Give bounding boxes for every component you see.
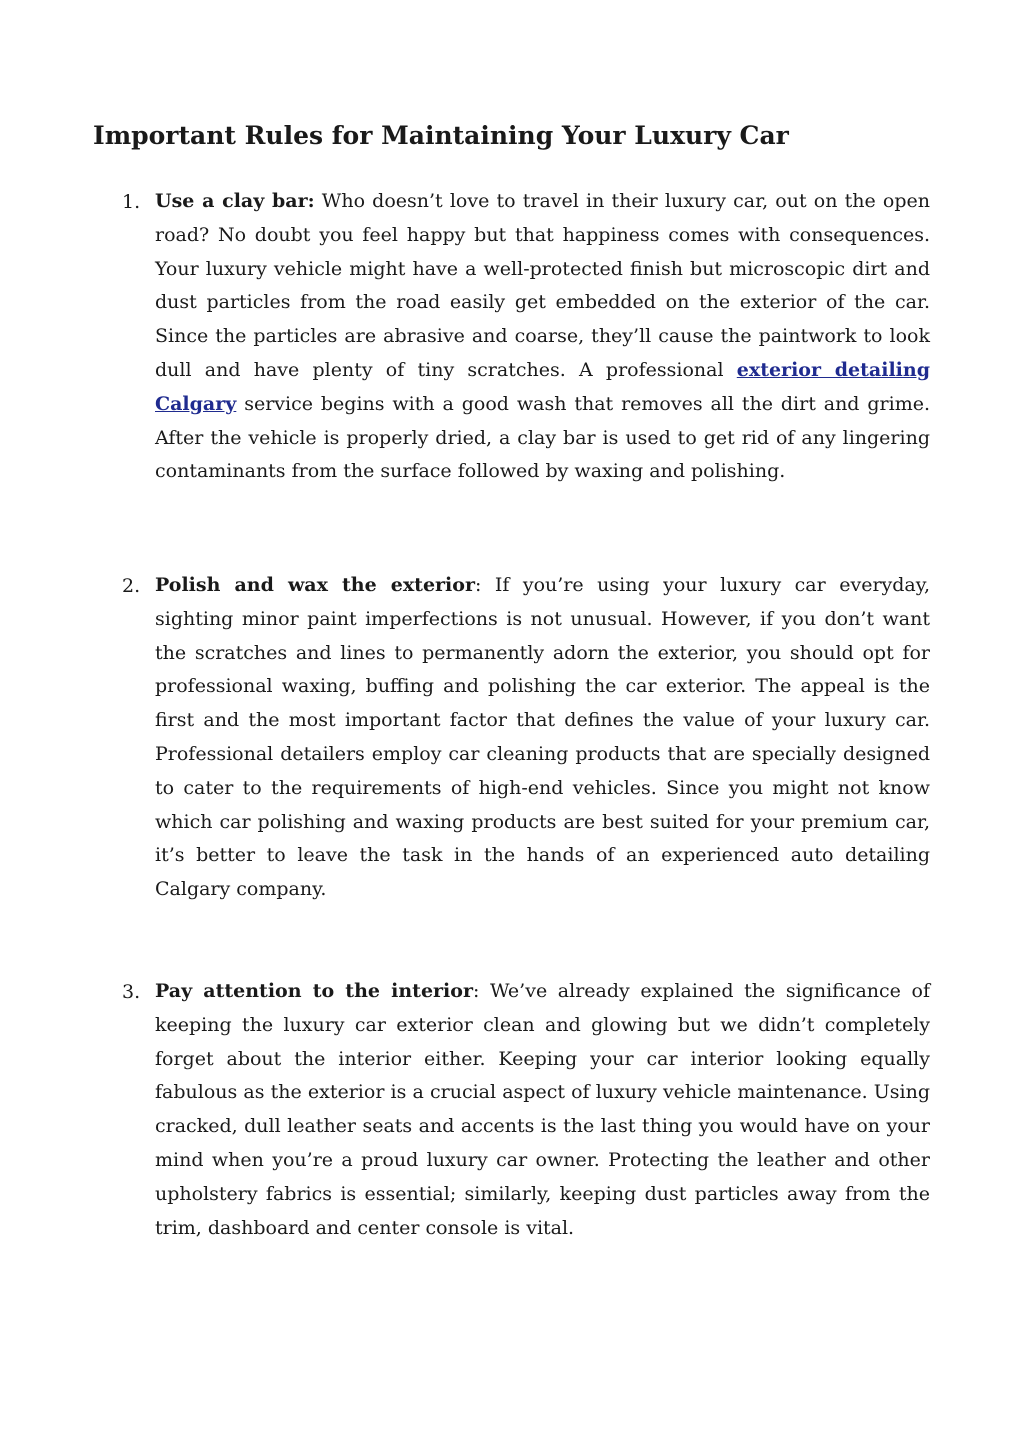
list-item-heading: Polish and wax the exterior: [155, 574, 475, 596]
list-item-text: : We’ve already explained the significance of keeping the luxury car exterior clean and glowing but we didn’t completely forget about the interior either. Keeping your car interior looking equally fabulous as the exterior is a crucial aspect of luxury vehicle maintenance. Using cracked, dull leather seats and accents is the last thing you would have on your mind when you’re a proud luxury car owner. Protecting the leather and other upholstery fabrics is essential; similarly, keeping dust particles away from the trim, dashboard and center console is vital.: [155, 980, 930, 1239]
exterior-detailing-calgary-link[interactable]: exterior detailing Calgary: [155, 358, 930, 415]
list-item-number: 3.: [122, 981, 141, 1003]
list-item-body: [155, 185, 930, 489]
list-item-heading: Pay attention to the interior: [155, 980, 473, 1002]
list-item-number: 2.: [122, 575, 141, 597]
list-item-number: 1.: [122, 191, 141, 213]
list-item-body: [155, 569, 930, 907]
list-item-text: : If you’re using your luxury car everyday, sighting minor paint imperfections is not unusual. However, if you don’t want the scratches and lines to permanently adorn the exterior, you should opt for professional waxing, buffing and polishing the car exterior. The appeal is the first and the most important factor that defines the value of your luxury car. Professional detailers employ car cleaning products that are specially designed to cater to the requirements of high-end vehicles. Since you might not know which car polishing and waxing products are best suited for your premium car, it’s better to leave the task in the hands of an experienced auto detailing Calgary company.: [155, 574, 930, 901]
list-item-body: [155, 975, 930, 1245]
list-item-text: service begins with a good wash that removes all the dirt and grime. After the vehicle is properly dried, a clay bar is used to get rid of any lingering contaminants from the surface followed by waxing and polishing.: [155, 392, 930, 483]
list-item-heading: Use a clay bar:: [155, 190, 315, 212]
page-title: Important Rules for Maintaining Your Luxury Car: [93, 121, 789, 150]
list-item-text: Who doesn’t love to travel in their luxury car, out on the open road? No doubt you feel happy but that happiness comes with consequences. Your luxury vehicle might have a well-protected finish but microscopic dirt and dust particles from the road easily get embedded on the exterior of the car. Since the particles are abrasive and coarse, they’ll cause the paintwork to look dull and have plenty of tiny scratches. A professional: [155, 190, 930, 381]
